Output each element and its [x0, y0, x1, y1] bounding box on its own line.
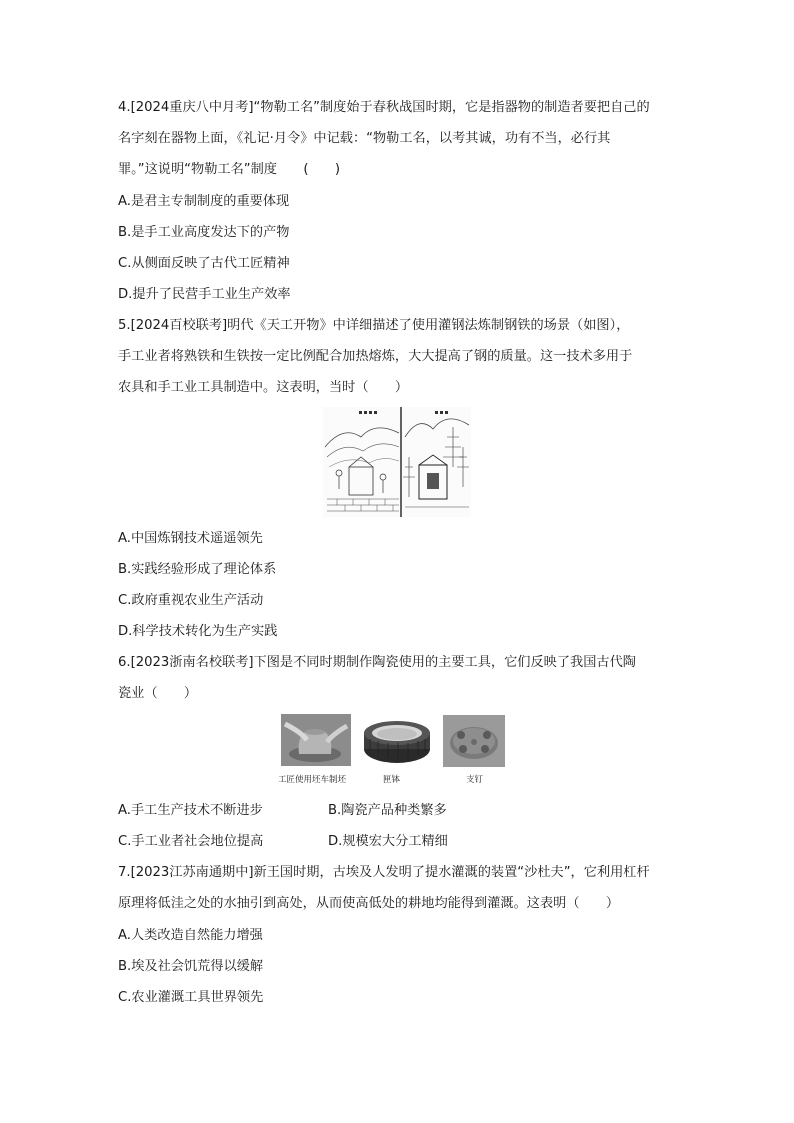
- q4-option-b: B.是手工业高度发达下的产物: [118, 225, 290, 240]
- q4-option-c: C.从侧面反映了古代工匠精神: [118, 256, 290, 271]
- q5-option-c: C.政府重视农业生产活动: [118, 593, 264, 608]
- q7-stem-line-2: 原理将低洼之处的水抽引到高处，从而使高低处的耕地均能得到灌溉。这表明（ ）: [118, 896, 620, 911]
- q6-stem-line-2: 瓷业（ ）: [118, 686, 198, 701]
- q7-option-c: C.农业灌溉工具世界领先: [118, 990, 264, 1005]
- caption-spur-support: 支钉: [466, 775, 484, 785]
- q6-stem-line-1: 6.[2023浙南名校联考]下图是不同时期制作陶瓷使用的主要工具，它们反映了我国古代陶: [118, 655, 636, 670]
- q5-stem-line-3: 农具和手工业工具制造中。这表明，当时（ ）: [118, 380, 409, 395]
- q7-option-b: B.埃及社会饥荒得以缓解: [118, 959, 264, 974]
- steelmaking-woodcut-illustration: [323, 407, 471, 517]
- q6-option-a: A.手工生产技术不断进步: [118, 803, 263, 818]
- saggar-photo: [362, 717, 432, 767]
- q4-option-d: D.提升了民营手工业生产效率: [118, 287, 291, 302]
- q7-stem-line-1: 7.[2023江苏南通期中]新王国时期，古埃及人发明了提水灌溉的装置“沙杜夫”，它利用杠杆: [118, 865, 650, 880]
- q5-stem-line-2: 手工业者将熟铁和生铁按一定比例配合加热熔炼，大大提高了钢的质量。这一技术多用于: [118, 349, 633, 364]
- q5-stem-line-1: 5.[2024百校联考]明代《天工开物》中详细描述了使用灌钢法炼制钢铁的场景（如图），: [118, 318, 630, 333]
- caption-potters-wheel: 工匠使用坯车制坯: [278, 775, 347, 785]
- q7-option-a: A.人类改造自然能力增强: [118, 928, 263, 943]
- q5-option-d: D.科学技术转化为生产实践: [118, 624, 278, 639]
- q4-stem-line-2: 名字刻在器物上面，《礼记·月令》中记载：“物勒工名，以考其诚，功有不当，必行其: [118, 131, 611, 146]
- q6-option-b: B.陶瓷产品种类繁多: [328, 803, 447, 818]
- q4-option-a: A.是君主专制制度的重要体现: [118, 194, 290, 209]
- q6-option-c: C.手工业者社会地位提高: [118, 834, 264, 849]
- q4-stem-line-3: 罪。”这说明“物勒工名”制度 ( ): [118, 162, 340, 177]
- q4-stem-line-1: 4.[2024重庆八中月考]“物勒工名”制度始于春秋战国时期，它是指器物的制造者要把自己的: [118, 100, 650, 115]
- q5-option-a: A.中国炼钢技术遥遥领先: [118, 531, 263, 546]
- q5-option-b: B.实践经验形成了理论体系: [118, 562, 277, 577]
- caption-saggar: 匣钵: [383, 775, 401, 785]
- spur-support-photo: [443, 715, 505, 767]
- q6-option-d: D.规模宏大分工精细: [328, 834, 448, 849]
- potters-wheel-photo: [281, 714, 351, 766]
